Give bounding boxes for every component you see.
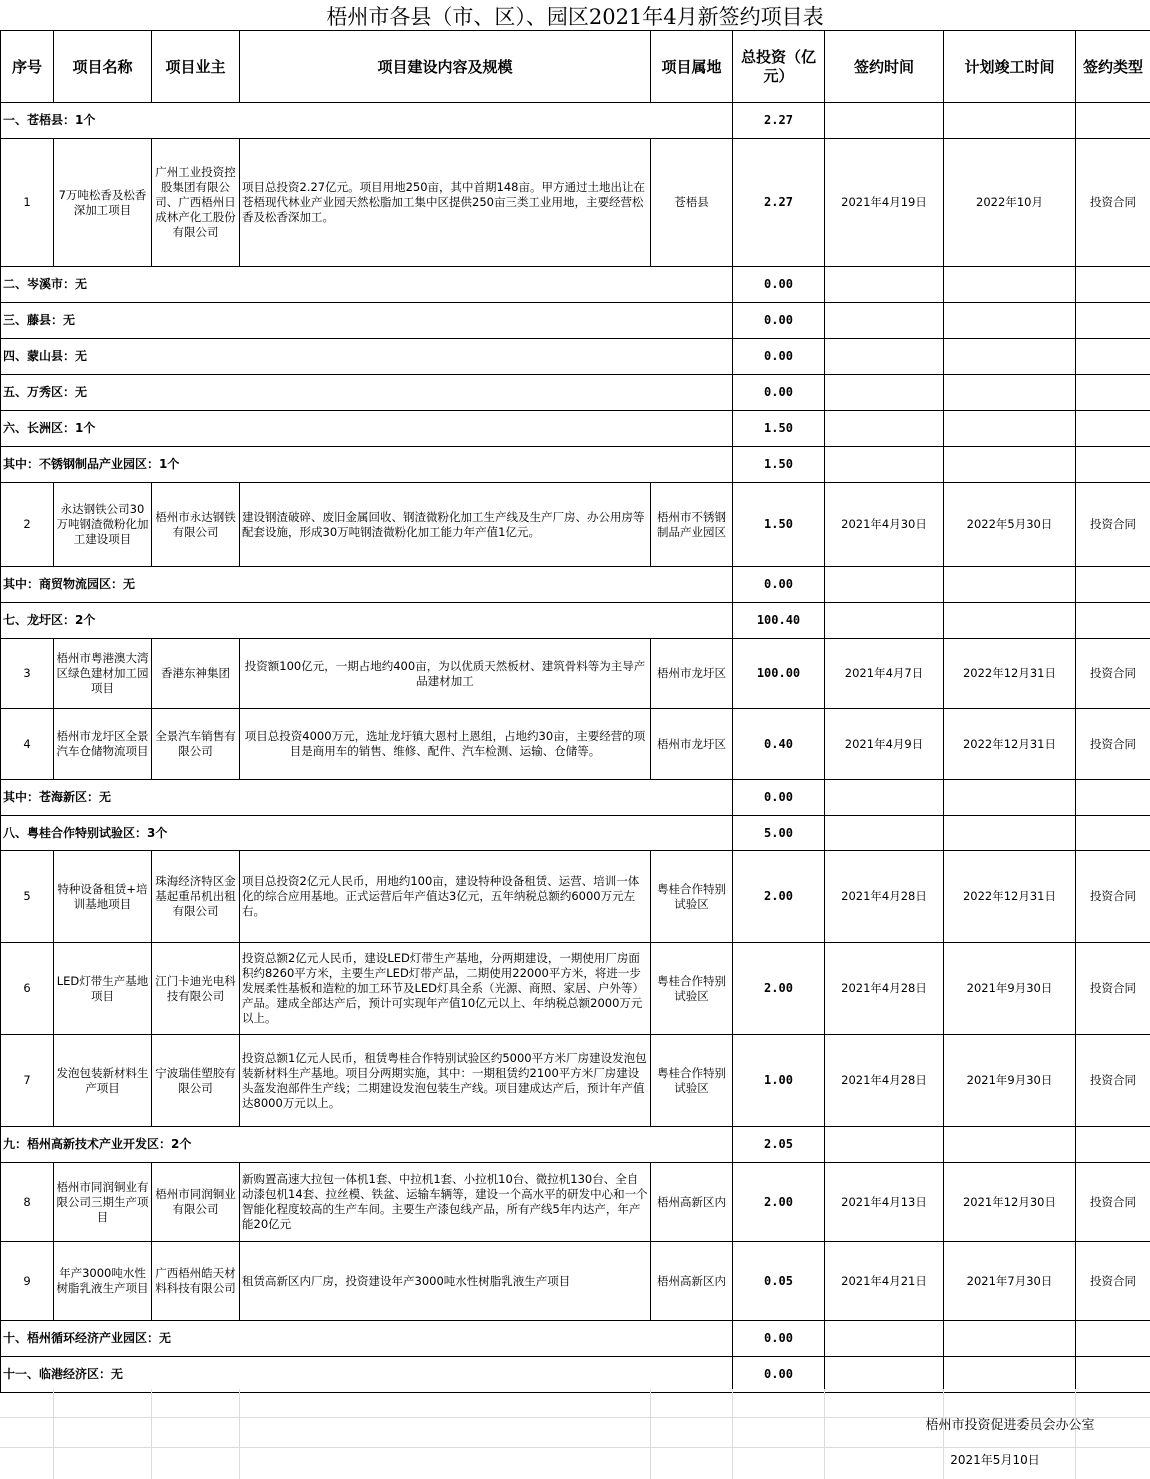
cell-location: 粤桂合作特别试验区 bbox=[651, 1035, 733, 1127]
table-row bbox=[1, 851, 1150, 943]
cell-sign-date: 2021年4月9日 bbox=[825, 709, 944, 780]
cell-invest: 0.40 bbox=[733, 709, 825, 780]
section-row bbox=[1, 267, 1150, 303]
footer-organization: 梧州市投资促进委员会办公室 bbox=[925, 1418, 1095, 1433]
cell-no: 4 bbox=[1, 709, 54, 780]
cell-owner: 梧州市永达钢铁有限公司 bbox=[152, 483, 240, 567]
section-row bbox=[1, 411, 1150, 447]
section-label: 七、龙圩区：2个 bbox=[1, 603, 733, 639]
cell-finish-date: 2022年10月 bbox=[944, 139, 1076, 267]
cell-finish-date: 2022年12月31日 bbox=[944, 709, 1076, 780]
cell-type: 投资合同 bbox=[1076, 709, 1150, 780]
cell-no: 1 bbox=[1, 139, 54, 267]
cell-name: 梧州市同润铜业有限公司三期生产项目 bbox=[54, 1163, 152, 1242]
cell-type: 投资合同 bbox=[1076, 1035, 1150, 1127]
section-total: 5.00 bbox=[733, 816, 825, 851]
cell-content: 项目总投资2.27亿元。项目用地250亩，其中首期148亩。甲方通过土地出让在苍梧现代林业产业园天然松脂加工集中区提供250亩三类工业用地，主要经营松香及松香深加工。 bbox=[240, 139, 651, 267]
section-row bbox=[1, 103, 1150, 139]
table-row bbox=[1, 639, 1150, 709]
cell-content: 投资总额2亿元人民币，建设LED灯带生产基地，分两期建设，一期使用厂房面积约8260平方米，主要生产LED灯带产品，二期使用22000平方米，将进一步发展柔性基板和造粒的加工环节及LED灯具全系（光源、商照、家居、户外等）产品。建成全部达产后，预计可实现年产值10亿元以上、年纳税总额2000万元以上。 bbox=[240, 943, 651, 1035]
section-total: 0.00 bbox=[733, 375, 825, 411]
subsection-row bbox=[1, 567, 1150, 603]
subsection-label: 其中：不锈钢制品产业园区：1个 bbox=[1, 447, 733, 483]
cell-no: 3 bbox=[1, 639, 54, 709]
section-row bbox=[1, 603, 1150, 639]
cell-type: 投资合同 bbox=[1076, 851, 1150, 943]
gridline bbox=[239, 1389, 240, 1479]
cell-sign-date: 2021年4月30日 bbox=[825, 483, 944, 567]
cell-no: 5 bbox=[1, 851, 54, 943]
cell-sign-date: 2021年4月28日 bbox=[825, 1035, 944, 1127]
section-label: 三、藤县：无 bbox=[1, 303, 733, 339]
section-total: 100.40 bbox=[733, 603, 825, 639]
cell-owner: 全景汽车销售有限公司 bbox=[152, 709, 240, 780]
header-content: 项目建设内容及规模 bbox=[240, 31, 651, 103]
cell-finish-date: 2022年12月31日 bbox=[944, 639, 1076, 709]
cell-content: 投资总额1亿元人民币，租赁粤桂合作特别试验区约5000平方米厂房建设发泡包装新材料生产基地。项目分两期实施，其中：一期租赁约2100平方米厂房建设头盔发泡部件生产线；二期建设发泡包装生产线。项目建成达产后，预计年产值达8000万元以上。 bbox=[240, 1035, 651, 1127]
cell-invest: 2.00 bbox=[733, 851, 825, 943]
cell-location: 粤桂合作特别试验区 bbox=[651, 943, 733, 1035]
footer-area bbox=[0, 1389, 1150, 1479]
header-invest: 总投资（亿元） bbox=[733, 31, 825, 103]
cell-location: 梧州市龙圩区 bbox=[651, 709, 733, 780]
cell-type: 投资合同 bbox=[1076, 639, 1150, 709]
cell-sign-date: 2021年4月19日 bbox=[825, 139, 944, 267]
section-label: 十一、临港经济区：无 bbox=[1, 1357, 733, 1393]
cell-owner: 广州工业投资控股集团有限公司、广西梧州日成林产化工股份有限公司 bbox=[152, 139, 240, 267]
section-label: 一、苍梧县：1个 bbox=[1, 103, 733, 139]
cell-finish-date: 2021年9月30日 bbox=[944, 1035, 1076, 1127]
cell-content: 投资额100亿元，一期占地约400亩，为以优质天然板材、建筑骨料等为主导产品建材加工 bbox=[240, 639, 651, 709]
section-row bbox=[1, 1127, 1150, 1163]
cell-owner: 宁波瑞佳塑胶有限公司 bbox=[152, 1035, 240, 1127]
projects-table bbox=[0, 30, 1150, 1393]
gridline bbox=[0, 1447, 1150, 1448]
section-row bbox=[1, 339, 1150, 375]
cell-name: 7万吨松香及松香深加工项目 bbox=[54, 139, 152, 267]
header-sign-date: 签约时间 bbox=[825, 31, 944, 103]
section-label: 九：梧州高新技术产业开发区：2个 bbox=[1, 1127, 733, 1163]
gridline bbox=[732, 1389, 733, 1479]
cell-location: 梧州高新区内 bbox=[651, 1163, 733, 1242]
section-row bbox=[1, 1321, 1150, 1357]
cell-content: 租赁高新区内厂房，投资建设年产3000吨水性树脂乳液生产项目 bbox=[240, 1242, 651, 1321]
subsection-total: 1.50 bbox=[733, 447, 825, 483]
table-row bbox=[1, 139, 1150, 267]
cell-owner: 珠海经济特区金基起重吊机出租有限公司 bbox=[152, 851, 240, 943]
cell-type: 投资合同 bbox=[1076, 1163, 1150, 1242]
cell-type: 投资合同 bbox=[1076, 1242, 1150, 1321]
cell-sign-date: 2021年4月28日 bbox=[825, 851, 944, 943]
section-row bbox=[1, 375, 1150, 411]
section-total: 0.00 bbox=[733, 267, 825, 303]
cell-location: 梧州高新区内 bbox=[651, 1242, 733, 1321]
table-row bbox=[1, 483, 1150, 567]
cell-location: 粤桂合作特别试验区 bbox=[651, 851, 733, 943]
cell-no: 9 bbox=[1, 1242, 54, 1321]
gridline bbox=[53, 1389, 54, 1479]
cell-content: 新购置高速大拉包一体机1套、中拉机1套、小拉机10台、微拉机130台、全自动漆包机14套、拉丝模、铁盆、运输车辆等，建设一个高水平的研发中心和一个智能化程度较高的生产车间。主要生产漆包线产品，所有产线5年内达产，年产能20亿元 bbox=[240, 1163, 651, 1242]
cell-finish-date: 2021年7月30日 bbox=[944, 1242, 1076, 1321]
cell-no: 7 bbox=[1, 1035, 54, 1127]
section-total: 0.00 bbox=[733, 1321, 825, 1357]
section-label: 四、蒙山县：无 bbox=[1, 339, 733, 375]
cell-invest: 1.00 bbox=[733, 1035, 825, 1127]
cell-type: 投资合同 bbox=[1076, 139, 1150, 267]
section-total: 2.05 bbox=[733, 1127, 825, 1163]
subsection-total: 0.00 bbox=[733, 567, 825, 603]
gridline bbox=[650, 1389, 651, 1479]
header-name: 项目名称 bbox=[54, 31, 152, 103]
cell-owner: 香港东神集团 bbox=[152, 639, 240, 709]
section-total: 2.27 bbox=[733, 103, 825, 139]
gridline bbox=[824, 1389, 825, 1479]
cell-owner: 广西梧州皓天材料科技有限公司 bbox=[152, 1242, 240, 1321]
header-type: 签约类型 bbox=[1076, 31, 1150, 103]
cell-name: 梧州市龙圩区全景汽车仓储物流项目 bbox=[54, 709, 152, 780]
section-label: 十、梧州循环经济产业园区：无 bbox=[1, 1321, 733, 1357]
gridline bbox=[151, 1389, 152, 1479]
cell-name: 发泡包装新材料生产项目 bbox=[54, 1035, 152, 1127]
subsection-row bbox=[1, 447, 1150, 483]
table-row bbox=[1, 943, 1150, 1035]
section-total: 0.00 bbox=[733, 1357, 825, 1393]
section-label: 二、岑溪市：无 bbox=[1, 267, 733, 303]
cell-sign-date: 2021年4月21日 bbox=[825, 1242, 944, 1321]
cell-content: 项目总投资4000万元，选址龙圩镇大恩村上恩组，占地约30亩，主要经营的项目是商用车的销售、维修、配件、汽车检测、运输、仓储等。 bbox=[240, 709, 651, 780]
cell-content: 建设钢渣破碎、废旧金属回收、钢渣微粉化加工生产线及生产厂房、办公用房等配套设施，形成30万吨钢渣微粉化加工能力年产值1亿元。 bbox=[240, 483, 651, 567]
cell-type: 投资合同 bbox=[1076, 483, 1150, 567]
cell-invest: 2.27 bbox=[733, 139, 825, 267]
page-title: 梧州市各县（市、区）、园区2021年4月新签约项目表 bbox=[326, 5, 824, 29]
cell-invest: 1.50 bbox=[733, 483, 825, 567]
footer-date: 2021年5月10日 bbox=[950, 1453, 1040, 1467]
subsection-row bbox=[1, 780, 1150, 816]
cell-name: 永达钢铁公司30万吨钢渣微粉化加工建设项目 bbox=[54, 483, 152, 567]
table-row bbox=[1, 1163, 1150, 1242]
header-row bbox=[1, 31, 1150, 103]
section-row bbox=[1, 816, 1150, 851]
cell-name: 特种设备租赁+培训基地项目 bbox=[54, 851, 152, 943]
cell-finish-date: 2021年9月30日 bbox=[944, 943, 1076, 1035]
subsection-total: 0.00 bbox=[733, 780, 825, 816]
section-label: 六、长洲区：1个 bbox=[1, 411, 733, 447]
cell-invest: 0.05 bbox=[733, 1242, 825, 1321]
cell-type: 投资合同 bbox=[1076, 943, 1150, 1035]
cell-finish-date: 2022年5月30日 bbox=[944, 483, 1076, 567]
cell-owner: 江门卡迪光电科技有限公司 bbox=[152, 943, 240, 1035]
cell-name: 年产3000吨水性树脂乳液生产项目 bbox=[54, 1242, 152, 1321]
cell-finish-date: 2022年12月31日 bbox=[944, 851, 1076, 943]
header-no: 序号 bbox=[1, 31, 54, 103]
cell-invest: 2.00 bbox=[733, 943, 825, 1035]
section-total: 1.50 bbox=[733, 411, 825, 447]
cell-name: LED灯带生产基地项目 bbox=[54, 943, 152, 1035]
cell-no: 6 bbox=[1, 943, 54, 1035]
cell-no: 2 bbox=[1, 483, 54, 567]
section-row bbox=[1, 303, 1150, 339]
header-finish-date: 计划竣工时间 bbox=[944, 31, 1076, 103]
header-owner: 项目业主 bbox=[152, 31, 240, 103]
cell-content: 项目总投资2亿元人民币，用地约100亩，建设特种设备租赁、运营、培训一体化的综合应用基地。正式运营后年产值达3亿元，五年纳税总额约6000万元左右。 bbox=[240, 851, 651, 943]
cell-location: 梧州市不锈钢制品产业园区 bbox=[651, 483, 733, 567]
section-total: 0.00 bbox=[733, 339, 825, 375]
subsection-label: 其中：商贸物流园区：无 bbox=[1, 567, 733, 603]
cell-owner: 梧州市同润铜业有限公司 bbox=[152, 1163, 240, 1242]
table-row bbox=[1, 709, 1150, 780]
section-label: 五、万秀区：无 bbox=[1, 375, 733, 411]
cell-sign-date: 2021年4月28日 bbox=[825, 943, 944, 1035]
cell-sign-date: 2021年4月13日 bbox=[825, 1163, 944, 1242]
cell-sign-date: 2021年4月7日 bbox=[825, 639, 944, 709]
section-row bbox=[1, 1357, 1150, 1393]
header-location: 项目属地 bbox=[651, 31, 733, 103]
cell-finish-date: 2021年12月30日 bbox=[944, 1163, 1076, 1242]
table-row bbox=[1, 1035, 1150, 1127]
table-row bbox=[1, 1242, 1150, 1321]
cell-no: 8 bbox=[1, 1163, 54, 1242]
cell-invest: 2.00 bbox=[733, 1163, 825, 1242]
section-total: 0.00 bbox=[733, 303, 825, 339]
subsection-label: 其中：苍海新区：无 bbox=[1, 780, 733, 816]
cell-location: 梧州市龙圩区 bbox=[651, 639, 733, 709]
cell-location: 苍梧县 bbox=[651, 139, 733, 267]
section-label: 八、粤桂合作特别试验区：3个 bbox=[1, 816, 733, 851]
cell-invest: 100.00 bbox=[733, 639, 825, 709]
cell-name: 梧州市粤港澳大湾区绿色建材加工园项目 bbox=[54, 639, 152, 709]
